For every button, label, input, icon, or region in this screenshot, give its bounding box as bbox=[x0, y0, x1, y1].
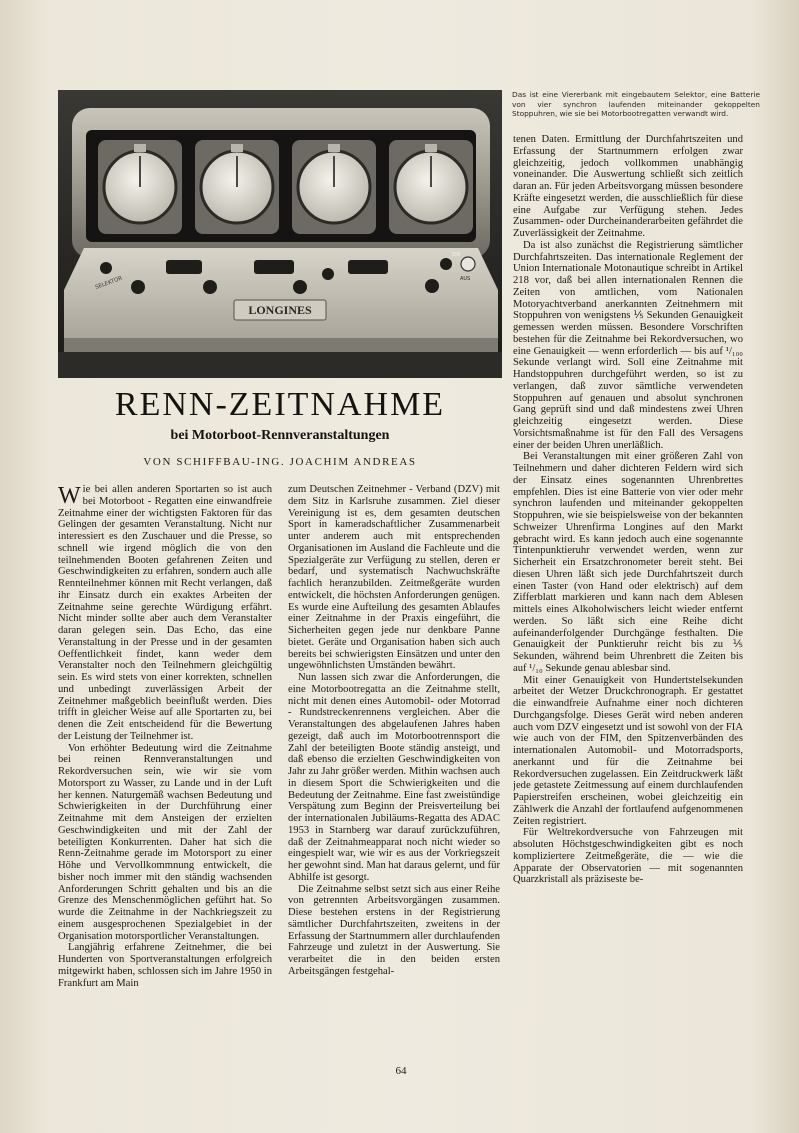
paragraph: Da ist also zunächst die Registrierung sämtlicher Durchfahrtszeiten. Das internationale Reglement der Union Internationale Motonautique schreibt in Artikel 218 vor, daß bei allen internationalen Rennen die Zeiten von amtlichen, vom Nationalen Motoryachtverband anerkannten Zeitnehmern mit Stoppuhren von wenigstens ⅕ Sekunden Genauigkeit gemessen werden müssen. Besondere Vorschriften bestehen für die Zeitnahme bei Rekordversuchen, wo eine Genauigkeit — wenn erforderlich — bis auf ¹/₁₀₀ Sekunde verlangt wird. Soll eine Zeitnahme mit Handstoppuhren durchgeführt werden, so ist zu verlangen, daß zuvor sämtliche verwendeten Stoppuhren auf genauen und absolut synchronen Gang geprüft sind und daß mindestens zwei Uhren gleichzeitig eingesetzt werden. Diese Vorsichtsmaßnahme ist für den Fall des Versagens einer der beiden Uhren unerläßlich. bbox=[513, 239, 743, 451]
paragraph: tenen Daten. Ermittlung der Durchfahrtszeiten und Erfassung der Startnummern erfolgen zwar gleichzeitig, jedoch vollkommen unabhängig voneinander. Die Auswertung schließt sich zeitlich daran an. Für jeden Arbeitsvorgang müssen besondere Kräfte eingesetzt werden, die ausschließlich für diese eine Aufgabe zur Verfügung stehen. Jedes Zusammen- oder Durcheinanderarbeiten gefährdet die Zuverlässigkeit der Zeitnahme. bbox=[513, 134, 743, 239]
switch-off-label: AUS bbox=[460, 276, 471, 282]
text-column-3 bbox=[513, 134, 743, 1064]
page-number: 64 bbox=[395, 1065, 407, 1077]
paragraph bbox=[58, 484, 272, 743]
paragraph: Mit einer Genauigkeit von Hundertstelsekunden arbeitet der Wetzer Druckchronograph. Er gestattet die einwandfreie Aufnahme einer noch dichteren Durchgangsfolge. Dieses Gerät wird neben anderen auch vom DZV eingesetzt und ist sowohl von der FIA wie auch von der FIM, den Spitzenverbänden des internationalen Automobil- und Motorradsports, anerkannt und für die Zeitnahme bei Rekordversuchen zugelassen. Ein Zeitdruckwerk läßt jede getastete Zeitmessung auf einem durchlaufenden Papierstreifen erscheinen, wobei gleichzeitig ein Zählwerk die Anzahl der fortlaufend aufgenommenen Zeiten registriert. bbox=[513, 674, 743, 827]
text-column-2 bbox=[288, 484, 500, 1066]
paragraph: zum Deutschen Zeitnehmer - Verband (DZV) mit dem Sitz in Karlsruhe zusammen. Ziel dieser Vereinigung ist es, dem gesamten deutschen Sport in kameradschaftlicher Zusammenarbeit unter anderem auch mit entsprechenden Organisationen im Ausland die Fachleute und die Spezialgeräte zur Verfügung zu stellen, deren er bedarf, und systematisch Nachwuchskräfte fachlich heranzubilden. Zeitmeßgeräte wurden entwickelt, die höchsten Anforderungen genügen. Es wurde eine Aufteilung des gesamten Ablaufes einer Zeitnahme in der Praxis eingeführt, die Sicherheiten gegen jede nur denkbare Panne bietet. Geräte und Organisation haben sich auch bereits bei schwierigsten Einsätzen und unter den ungewöhnlichsten Umständen bewährt. bbox=[288, 484, 500, 672]
text-column-1 bbox=[58, 484, 272, 1066]
article-byline: VON SCHIFFBAU-ING. JOACHIM ANDREAS bbox=[143, 456, 417, 468]
article-title: RENN-ZEITNAHME bbox=[114, 386, 446, 423]
switch-on-label: EIN bbox=[452, 252, 461, 258]
paragraph: Nun lassen sich zwar die Anforderungen, die eine Motorbootregatta an die Zeitnahme stellt, nicht mit denen eines Automobil- oder Motorrad - Rundstreckenrennens vergleichen. Aber die Veranstaltungen des abgelaufenen Jahres haben gezeigt, daß auch im Motorbootrennsport die Zahl der beteiligten Boote ständig ansteigt, und daß ebenso die erzielten Geschwindigkeiten von Jahr zu Jahr größer werden. Mithin wachsen auch in diesem Sport die Schwierigkeiten und die Bedeutung der Zeitnahme. Eine fast zweistündige Verspätung zum Beginn der Preisverteilung bei der internationalen Jubiläums-Regatta des ADAC 1953 in Starnberg war darauf zurückzuführen, daß der Zeitnahmeapparat noch nicht wieder so eingespielt war, wie wir es aus der Vorkriegszeit her gewohnt sind. Man hat daraus gelernt, und für Abhilfe ist gesorgt. bbox=[288, 672, 500, 883]
paragraph: Die Zeitnahme selbst setzt sich aus einer Reihe von getrennten Arbeitsvorgängen zusammen. Diese bestehen erstens in der Registrierung sämtlicher Durchfahrtszeiten, zweitens in der Erfassung der Startnummern aller durchlaufenden Fahrzeuge und zuletzt in der Auswertung. Sie verarbeitet die in den beiden ersten Arbeitsgängen festgehal- bbox=[288, 883, 500, 977]
paragraph: Von erhöhter Bedeutung wird die Zeitnahme bei reinen Rennveranstaltungen und Rekordversuchen sein, wie wir sie vom Motorsport zu Wasser, zu Lande und in der Luft her kennen. Naturgemäß wachsen Bedeutung und Schwierigkeiten in der Durchführung einer Zeitnahme mit dem Ansteigen der erzielten Geschwindigkeiten und mit der Zahl der beteiligten Konkurrenten. Daher hat sich die Renn-Zeitnahme gerade im Motorsport zu einer Höhe und Vervollkommnung entwickelt, die bisher noch immer mit den ständig wachsenden Anforderungen Schritt gehalten und bis an die Grenze des Menschenmöglichen geführt hat. So wurde die Zeitnahme in der Nachkriegszeit zu einem ausgesprochenen Spezialgebiet in der Organisation motorsportlicher Veranstaltungen. bbox=[58, 742, 272, 942]
paragraph-text: ie bei allen anderen Sportarten so ist auch bei Motorboot - Regatten eine einwandfreie Zeitnahme einer der wichtigsten Faktoren für das Gelingen der gesamten Veranstaltung. Nicht nur interessiert es den Zuschauer und die Presse, so schnell wie irgend möglich die von den teilnehmenden Booten gefahrenen Zeiten und Geschwindigkeiten zu erfahren, sondern auch alle Rennteilnehmer können mit Recht verlangen, daß ihr Einsatz durch ein exaktes Arbeiten der Zeitnahme seine gerechte Würdigung erfährt. Nicht minder sollte aber auch dem Veranstalter daran gelegen sein. Das Echo, das eine Veranstaltung in der Presse und in der gesamten Oeffentlichkeit findet, kann weder dem Veranstalter noch den Teilnehmern gleichgültig sein. Es wird stets von einer korrekten, schnellen und unbedingt zuverlässigen Arbeit der Zeitnehmer maßgeblich beeinflußt werden. Dies trifft in gleicher Weise auf alle Sportarten zu, bei denen die Zeit entscheidend für die Bewertung der Leistung der Teilnehmer ist. bbox=[58, 484, 272, 742]
stopwatch-bank-photo bbox=[58, 90, 502, 378]
paragraph: Langjährig erfahrene Zeitnehmer, die bei Hunderten von Sportveranstaltungen erfolgreich mitgewirkt haben, schlossen sich im Jahre 1950 in Frankfurt am Main bbox=[58, 942, 272, 989]
paragraph: Bei Veranstaltungen mit einer größeren Zahl von Teilnehmern und daher dichteren Feldern wird sich der Einsatz eines sogenannten Uhrenbrettes empfehlen. Dies ist eine Batterie von vier oder mehr synchron laufenden und miteinander gekoppelten Stoppuhren, wie sie beispielsweise von der bekannten Schweizer Uhrenfirma Longines auf den Markt gebracht wird. Es kann jedoch auch eine sogenannte Tintenpunktieruhr verwendet werden, wenn zur Sicherheit ein Ersatzchronometer bereit steht. Bei diesen Uhren läßt sich jede Durchfahrtszeit durch einen Taster (von Hand oder elektrisch) auf dem Zifferblatt markieren und kann nach dem Ablesen mittels eines Alkoholwischers leicht wieder entfernt werden. So läßt sich eine Reihe dicht aufeinanderfolgender Durchgänge festhalten. Die Genauigkeit der Punktieruhr reicht bis zu ⅕ Sekunden, während beim Uhrenbrett die Zeiten bis auf ¹/₁₀ Sekunde genau ablesbar sind. bbox=[513, 451, 743, 674]
selector-knob-label: SELEKTOR bbox=[94, 275, 124, 291]
paragraph: Für Weltrekordversuche von Fahrzeugen mit absoluten Höchstgeschwindigkeiten gibt es noch kompliziertere Zeitmeßgeräte, die — wie die Apparate der Observatorien — mit sogenannten Quarzkristall als präziseste be- bbox=[513, 827, 743, 886]
drop-cap: W bbox=[58, 484, 81, 509]
longines-brand-label: LONGINES bbox=[248, 303, 312, 317]
article-subtitle: bei Motorboot-Rennveranstaltungen bbox=[170, 428, 390, 443]
photo-caption: Das ist eine Viererbank mit eingebautem Selektor, eine Batterie von vier synchron laufenden miteinander gekoppelten Stoppuhren, wie sie bei Motorbootregatten verwandt wird. bbox=[512, 90, 760, 119]
